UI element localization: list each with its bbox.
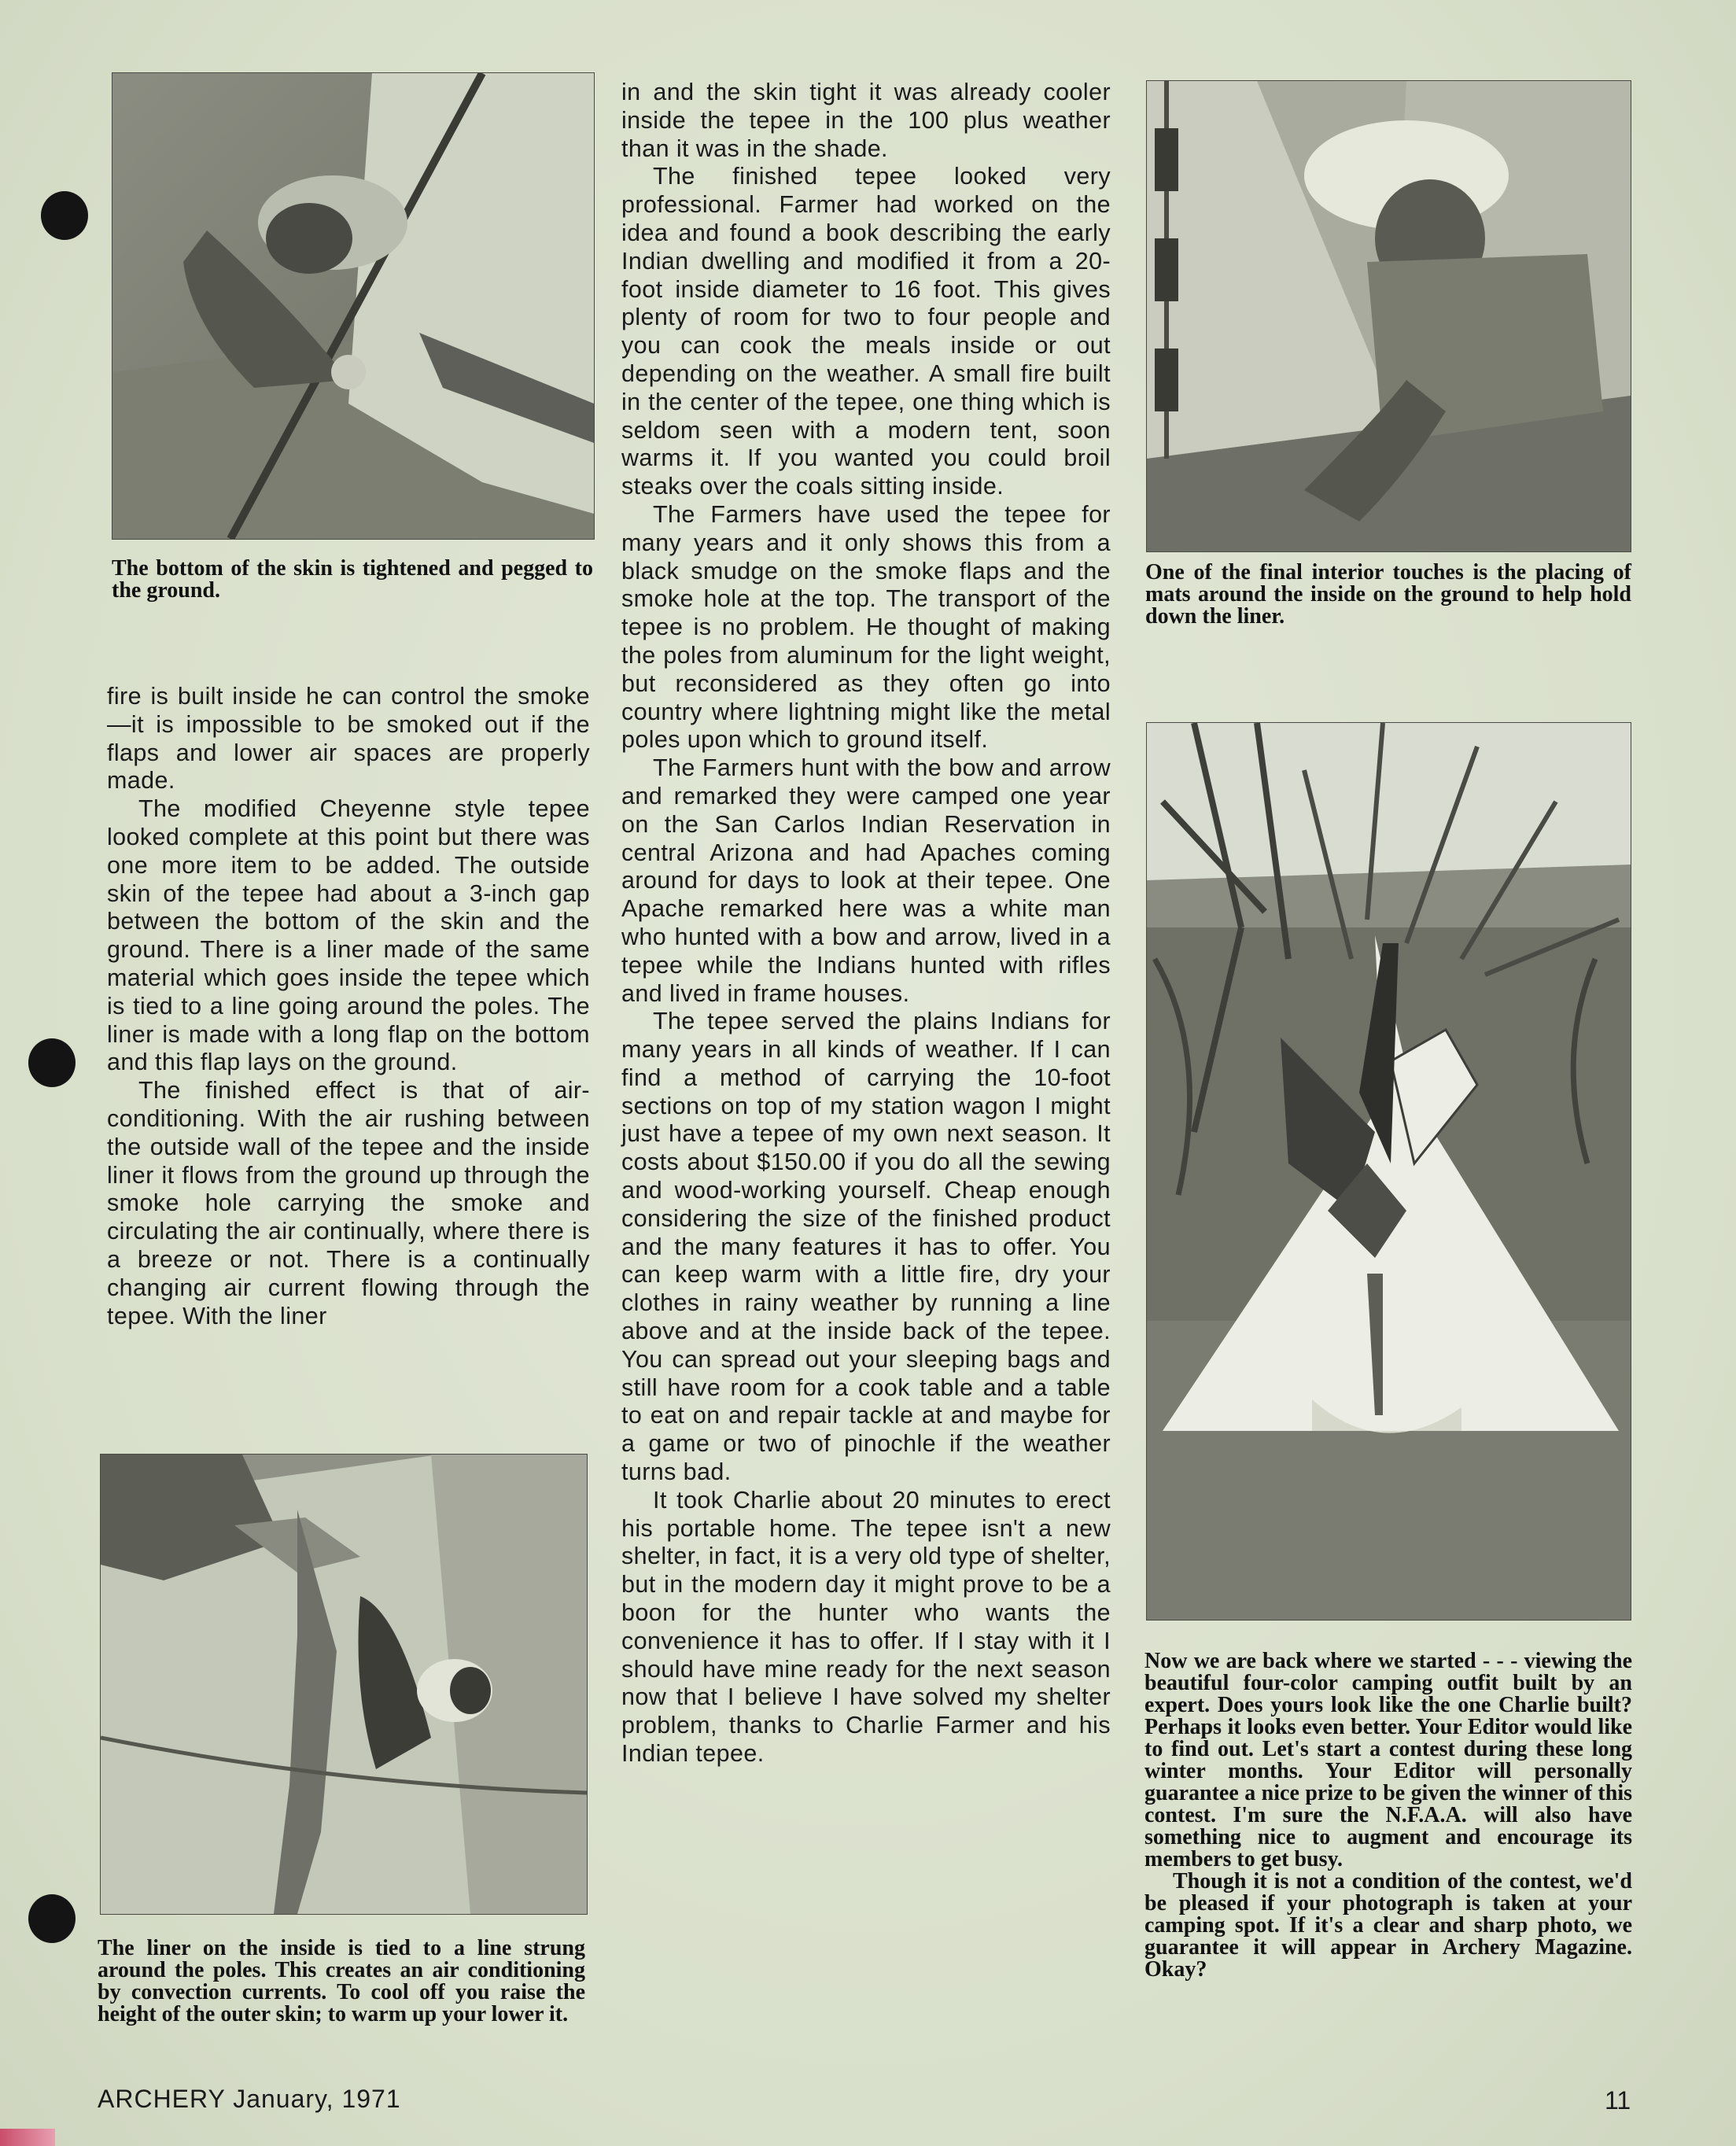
article-middle-column: [621, 79, 1111, 1768]
article-paragraph: The modified Cheyenne style tepee looked complete at this point but there was one more item to be added. The outside skin of the tepee had about a 3-inch gap between the bottom of the skin and the ground. There is a liner made of the same material which goes inside the tepee which is tied to a line going around the poles. The liner is made with a long flap on the bottom and this flap lays on the ground.: [107, 795, 590, 1076]
article-paragraph: The finished tepee looked very professional. Farmer had worked on the idea and found a book describing the early Indian dwelling and modified it from a 20-foot inside diameter to 16 foot. This gives plenty of room for two to four people and you can cook the meals inside or out depending on the weather. A small fire built in the center of the tepee, one thing which is seldom seen with a modern tent, soon warms it. If you wanted you could broil steaks over the coals sitting inside.: [621, 163, 1111, 500]
binder-hole-middle: [28, 1038, 76, 1087]
article-paragraph: The finished effect is that of air-conditioning. With the air rushing between the outside wall of the tepee and the inside liner it flows from the ground up through the smoke hole carrying the smoke and circulating the air continually, where there is a breeze or not. There is a continually changing air current flowing through the tepee. With the liner: [107, 1077, 590, 1329]
article-paragraph: The tepee served the plains Indians for many years in all kinds of weather. If I can find a method of carrying the 10-foot sections on top of my station wagon I might just have a tepee of my own next season. It costs about $150.00 if you do all the sewing and wood-working yourself. Cheap enough considering the size of the finished product and the many features it has to offer. You can keep warm with a little fire, dry your clothes in rainy weather by running a line above and at the inside back of the tepee. You can spread out your sleeping bags and still have room for a cook table and a table to eat on and repair tackle at and maybe for a game or two of pinochle if the weather turns bad.: [621, 1008, 1111, 1486]
caption-contest-paragraph: Though it is not a condition of the contest, we'd be pleased if your photograph is taken at your camping spot. If it's a clear and sharp photo, we guarantee it will appear in Archery Magazine. Okay?: [1144, 1869, 1632, 1982]
footer-date: January, 1971: [233, 2085, 401, 2113]
photo-tepee-under-tree: [1146, 722, 1631, 1621]
article-paragraph: It took Charlie about 20 minutes to erect his portable home. The tepee isn't a new shelter, in fact, it is a very old type of shelter, but in the modern day it might prove to be a boon for the hunter who wants the convenience it has to offer. If I stay with it I should have mine ready for the next season now that I believe I have solved my shelter problem, thanks to Charlie Farmer and his Indian tepee.: [621, 1486, 1111, 1768]
edge-strip: [0, 2129, 55, 2146]
caption-pegging-skin: The bottom of the skin is tightened and pegged to the ground.: [112, 556, 593, 603]
page-number: 11: [1605, 2086, 1631, 2115]
article-paragraph: The Farmers hunt with the bow and arrow and remarked they were camped one year on the San Carlos Indian Reservation in central Arizona and had Apaches coming around for days to look at their tepee. One Apache remarked here was a white man who hunted with a bow and arrow, lived in a tepee while the Indians hunted with rifles and lived in frame houses.: [621, 754, 1111, 1007]
photo-placing-mats: [1146, 80, 1631, 552]
caption-contest: [1144, 1650, 1632, 1981]
caption-liner: The liner on the inside is tied to a line strung around the poles. This creates an air conditioning by convection currents. To cool off you raise the height of the outer skin; to warm up your lower it.: [98, 1936, 585, 2026]
article-paragraph: The Farmers have used the tepee for many years and it only shows this from a black smudge on the smoke flaps and the smoke hole at the top. The transport of the tepee is no problem. He thought of making the poles from aluminum for the light weight, but reconsidered as they often go into country where lightning might like the metal poles upon which to ground itself.: [621, 500, 1111, 754]
photo-pegging-skin: [112, 72, 595, 540]
article-left-column: [107, 683, 590, 1330]
binder-hole-bottom: [28, 1894, 76, 1943]
article-paragraph: in and the skin tight it was already cooler inside the tepee in the 100 plus weather than it was in the shade.: [621, 79, 1111, 162]
footer-magazine: ARCHERY: [98, 2085, 226, 2113]
caption-contest-paragraph: Now we are back where we started - - - viewing the beautiful four-color camping outfit built by an expert. Does yours look like the one Charlie built? Perhaps it looks even better. Your Editor would like to find out. Let's start a contest during these long winter months. Your Editor will personally guarantee a nice prize to be given the winner of this contest. I'm sure the N.F.A.A. will also have something nice to augment and encourage its members to get busy.: [1144, 1649, 1632, 1871]
caption-placing-mats: One of the final interior touches is the placing of mats around the inside on the ground to help hold down the liner.: [1145, 560, 1631, 629]
photo-liner-and-dog: [100, 1454, 588, 1915]
binder-hole-top: [41, 191, 88, 240]
footer-issue: [98, 2085, 401, 2114]
article-paragraph: fire is built inside he can control the smoke—it is impossible to be smoked out if the flaps and lower air spaces are properly made.: [107, 683, 590, 795]
